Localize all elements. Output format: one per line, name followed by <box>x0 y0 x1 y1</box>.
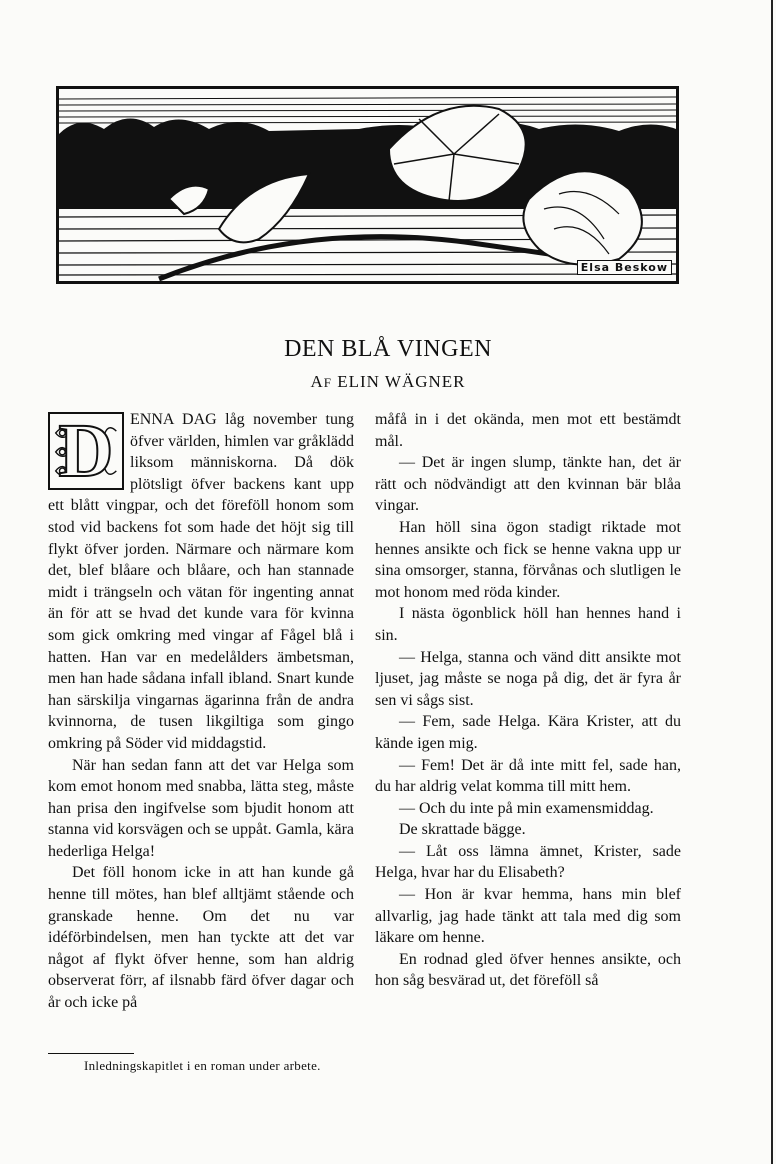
paragraph-1 <box>48 409 354 755</box>
byline-author: ELIN WÄGNER <box>337 372 466 391</box>
paragraph-r9: De skrattade bägge. <box>399 821 526 839</box>
right-column <box>375 409 681 992</box>
paragraph-r11: — Hon är kvar hemma, hans min blef allvarlig, jag hade tänkt att tala med dig som läkare om henne. <box>375 886 681 947</box>
footnote: Inledningskapitlet i en roman under arbete. <box>84 1058 321 1073</box>
header-illustration <box>56 86 679 284</box>
paragraph-r2: — Det är ingen slump, tänkte han, det är rätt och nödvändigt att den kvinnan bär blåa vingar. <box>375 454 681 515</box>
paragraph-3: Det föll honom icke in att han kunde gå henne till mötes, han blef alltjämt stående och granskade henne. Om det nu var idéförbindelsen, men han tyckte att det var något af flykt öfver henne, som han aldrig observerat förr, af ilsnabb färd öfver dagar och år och icke på <box>48 864 354 1012</box>
paragraph-r8: — Och du inte på min examensmiddag. <box>399 799 654 817</box>
paragraph-r7: — Fem! Det är då inte mitt fel, sade han, du har aldrig velat komma till mitt hem. <box>375 756 681 796</box>
drop-cap-letter: D <box>58 409 114 493</box>
left-column <box>48 409 354 1014</box>
paragraph-r1: måfå in i det okända, men mot ett bestämdt mål. <box>375 411 681 450</box>
paragraph-r5: — Helga, stanna och vänd ditt ansikte mot ljuset, jag måste se noga på dig, det är fyra år sen vi sågs sist. <box>375 648 681 709</box>
paragraph-r3: Han höll sina ögon stadigt riktade mot hennes ansikte och fick se henne vakna upp ur sina omsorger, stanna, förvånas och slutligen le mot honom med röda kinder. <box>375 518 681 601</box>
drop-cap <box>48 409 124 493</box>
illustration-signature: Elsa Beskow <box>577 260 672 275</box>
footnote-rule <box>48 1053 134 1054</box>
page-edge <box>771 0 773 1164</box>
paragraph-r6: — Fem, sade Helga. Kära Krister, att du kände igen mig. <box>375 713 681 752</box>
article-title: DEN BLÅ VINGEN <box>284 336 492 362</box>
paragraph-2: När han sedan fann att det var Helga som kom emot honom med snabba, lätta steg, måste han prisa den ingifvelse som bjudit honom att stanna vid korsvägen och se uppåt. Gamla, kära hederliga Helga! <box>48 756 354 860</box>
paragraph-r10: — Låt oss lämna ämnet, Krister, sade Helga, hvar har du Elisabeth? <box>375 842 681 882</box>
byline <box>0 372 776 392</box>
byline-prefix-initial: A <box>310 372 324 391</box>
paragraph-r12: En rodnad gled öfver hennes ansikte, och hon såg besvärad ut, det föreföll så <box>375 950 681 990</box>
flower-illustration-icon <box>59 89 676 281</box>
byline-prefix-rest: F <box>323 375 332 390</box>
paragraph-r4: I nästa ögonblick höll han hennes hand i sin. <box>375 605 681 644</box>
paragraph-text: ENNA DAG låg november tung öfver världen, himlen var gråklädd liksom människorna. Då dök plötsligt öfver backens kant upp ett blått vingpar, och det föreföll honom som stod vid backens fot som hade det höjt sig till flykt öfver jorden. Närmare och närmare kom det, blef blåare och blåare, och han stannade midt i trängseln och vätan för ingenting annat än för att se hvad det kunde vara för kvinna som gick omkring med vingar af Fågel blå i hatten. Han var en medelålders ämbetsman, men han hade sådana infall ibland. Snart kunde han särskilja vingarnas ägarinna från de andra kvinnorna, de tusen likgiltiga som gingo omkring på Söder vid middagstid. <box>48 411 354 752</box>
